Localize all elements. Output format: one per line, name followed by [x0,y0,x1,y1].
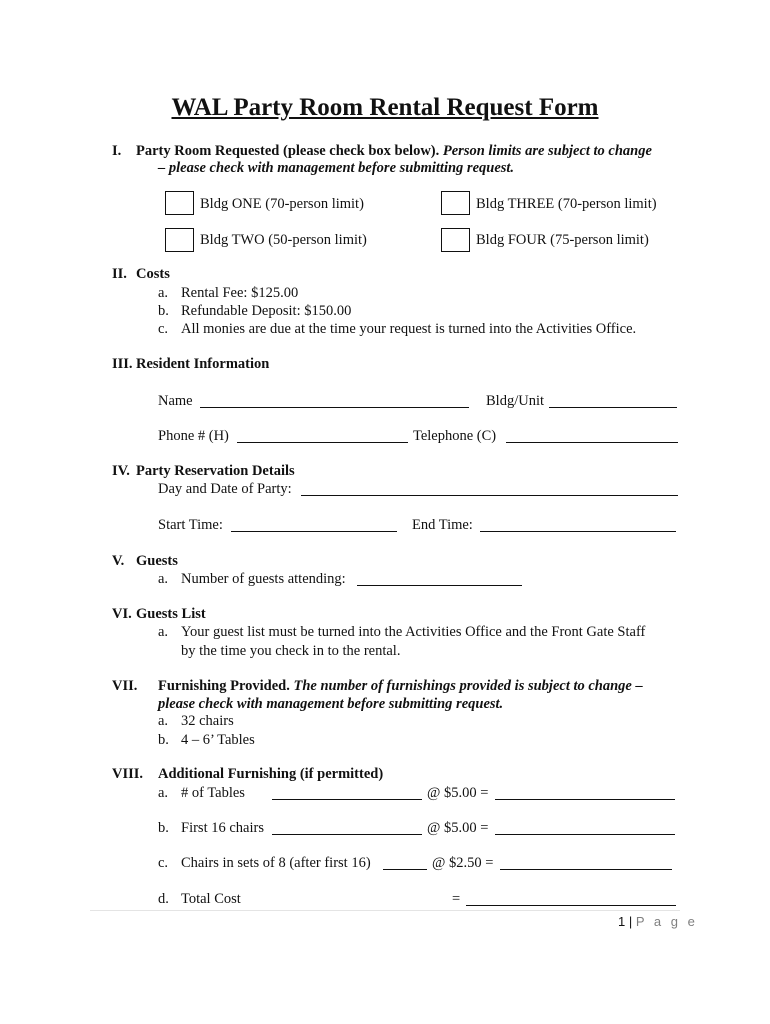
section-3-number: III. [112,356,133,372]
addl-chairs-label: First 16 chairs [181,820,264,836]
addl-tables-total-field[interactable] [495,798,675,800]
section-4-number: IV. [112,463,130,479]
checkbox-bldg-three[interactable] [441,191,470,215]
end-time-label: End Time: [412,517,473,533]
section-2-heading: Costs [136,266,170,282]
addl-chairs-price: @ $5.00 = [427,820,489,836]
section-7-heading: Furnishing Provided. [158,678,290,694]
addl-item-c-label: c. [158,855,169,871]
cost-item-c-text: All monies are due at the time your request is turned into the Activities Office. [181,321,637,337]
start-time-label: Start Time: [158,517,223,533]
phone-home-label: Phone # (H) [158,428,229,444]
addl-chair-sets-qty-field[interactable] [383,868,427,870]
addl-chair-sets-label: Chairs in sets of 8 (after first 16) [181,855,371,871]
section-7-heading-line [158,678,643,695]
section-8-heading: Additional Furnishing (if permitted) [158,766,384,782]
page-separator: | [628,914,633,929]
addl-item-b-label: b. [158,820,169,836]
total-cost-field[interactable] [466,904,676,906]
page-number: 1 [618,914,626,929]
form-title: WAL Party Room Rental Request Form [171,94,599,121]
cost-item-a-label: a. [158,285,169,301]
addl-chair-sets-price: @ $2.50 = [432,855,494,871]
section-1-number: I. [112,143,122,159]
section-6-heading: Guests List [136,606,206,622]
guest-list-text-1: Your guest list must be turned into the Activities Office and the Front Gate Staff [181,624,646,640]
section-3-heading: Resident Information [136,356,270,372]
section-5-heading: Guests [136,553,178,569]
section-6-number: VI. [112,606,132,622]
addl-chairs-total-field[interactable] [495,833,675,835]
cost-item-c-label: c. [158,321,169,337]
section-1-note-2: – please check with management before submitting request. [158,160,515,176]
phone-cell-label: Telephone (C) [413,428,497,444]
section-1-heading: Party Room Requested (please check box below). [136,143,440,159]
furnishing-item-b-text: 4 – 6’ Tables [181,732,255,748]
cost-item-a-text: Rental Fee: $125.00 [181,285,299,301]
phone-cell-field[interactable] [506,441,678,443]
section-7-note-2: please check with management before submitting request. [158,696,504,712]
section-4-heading: Party Reservation Details [136,463,295,479]
furnishing-item-b-label: b. [158,732,169,748]
checkbox-bldg-two[interactable] [165,228,194,252]
option-bldg-one-label: Bldg ONE (70-person limit) [200,196,364,212]
guest-list-item-label: a. [158,624,169,640]
option-bldg-two-label: Bldg TWO (50-person limit) [200,232,367,248]
addl-item-d-label: d. [158,891,169,907]
addl-tables-label: # of Tables [181,785,245,801]
addl-tables-price: @ $5.00 = [427,785,489,801]
party-date-label: Day and Date of Party: [158,481,292,497]
page-footer [618,914,698,929]
cost-item-b-text: Refundable Deposit: $150.00 [181,303,352,319]
guests-count-label: Number of guests attending: [181,571,346,587]
name-label: Name [158,393,193,409]
end-time-field[interactable] [480,530,676,532]
addl-tables-qty-field[interactable] [272,798,422,800]
cost-item-b-label: b. [158,303,169,319]
guests-item-label: a. [158,571,169,587]
section-7-note-1: The number of furnishings provided is subject to change – [293,678,643,694]
section-1-note-1: Person limits are subject to change [442,143,652,159]
page-word: P a g e [635,914,698,929]
option-bldg-four-label: Bldg FOUR (75-person limit) [476,232,649,248]
addl-chair-sets-total-field[interactable] [500,868,672,870]
bldg-unit-label: Bldg/Unit [486,393,545,409]
checkbox-bldg-four[interactable] [441,228,470,252]
section-2-number: II. [112,266,127,282]
total-cost-label: Total Cost [181,891,241,907]
party-date-field[interactable] [301,494,678,496]
phone-home-field[interactable] [237,441,408,443]
total-cost-equals: = [452,891,461,907]
name-field[interactable] [200,406,469,408]
checkbox-bldg-one[interactable] [165,191,194,215]
option-bldg-three-label: Bldg THREE (70-person limit) [476,196,657,212]
bldg-unit-field[interactable] [549,406,677,408]
start-time-field[interactable] [231,530,397,532]
guests-count-field[interactable] [357,584,522,586]
addl-chairs-qty-field[interactable] [272,833,422,835]
section-8-number: VIII. [112,766,144,782]
section-7-number: VII. [112,678,138,694]
furnishing-item-a-label: a. [158,713,169,729]
section-5-number: V. [112,553,125,569]
footer-divider [90,910,680,911]
section-1-heading-line [136,143,652,160]
addl-item-a-label: a. [158,785,169,801]
guest-list-text-2: by the time you check in to the rental. [181,643,401,659]
furnishing-item-a-text: 32 chairs [181,713,234,729]
